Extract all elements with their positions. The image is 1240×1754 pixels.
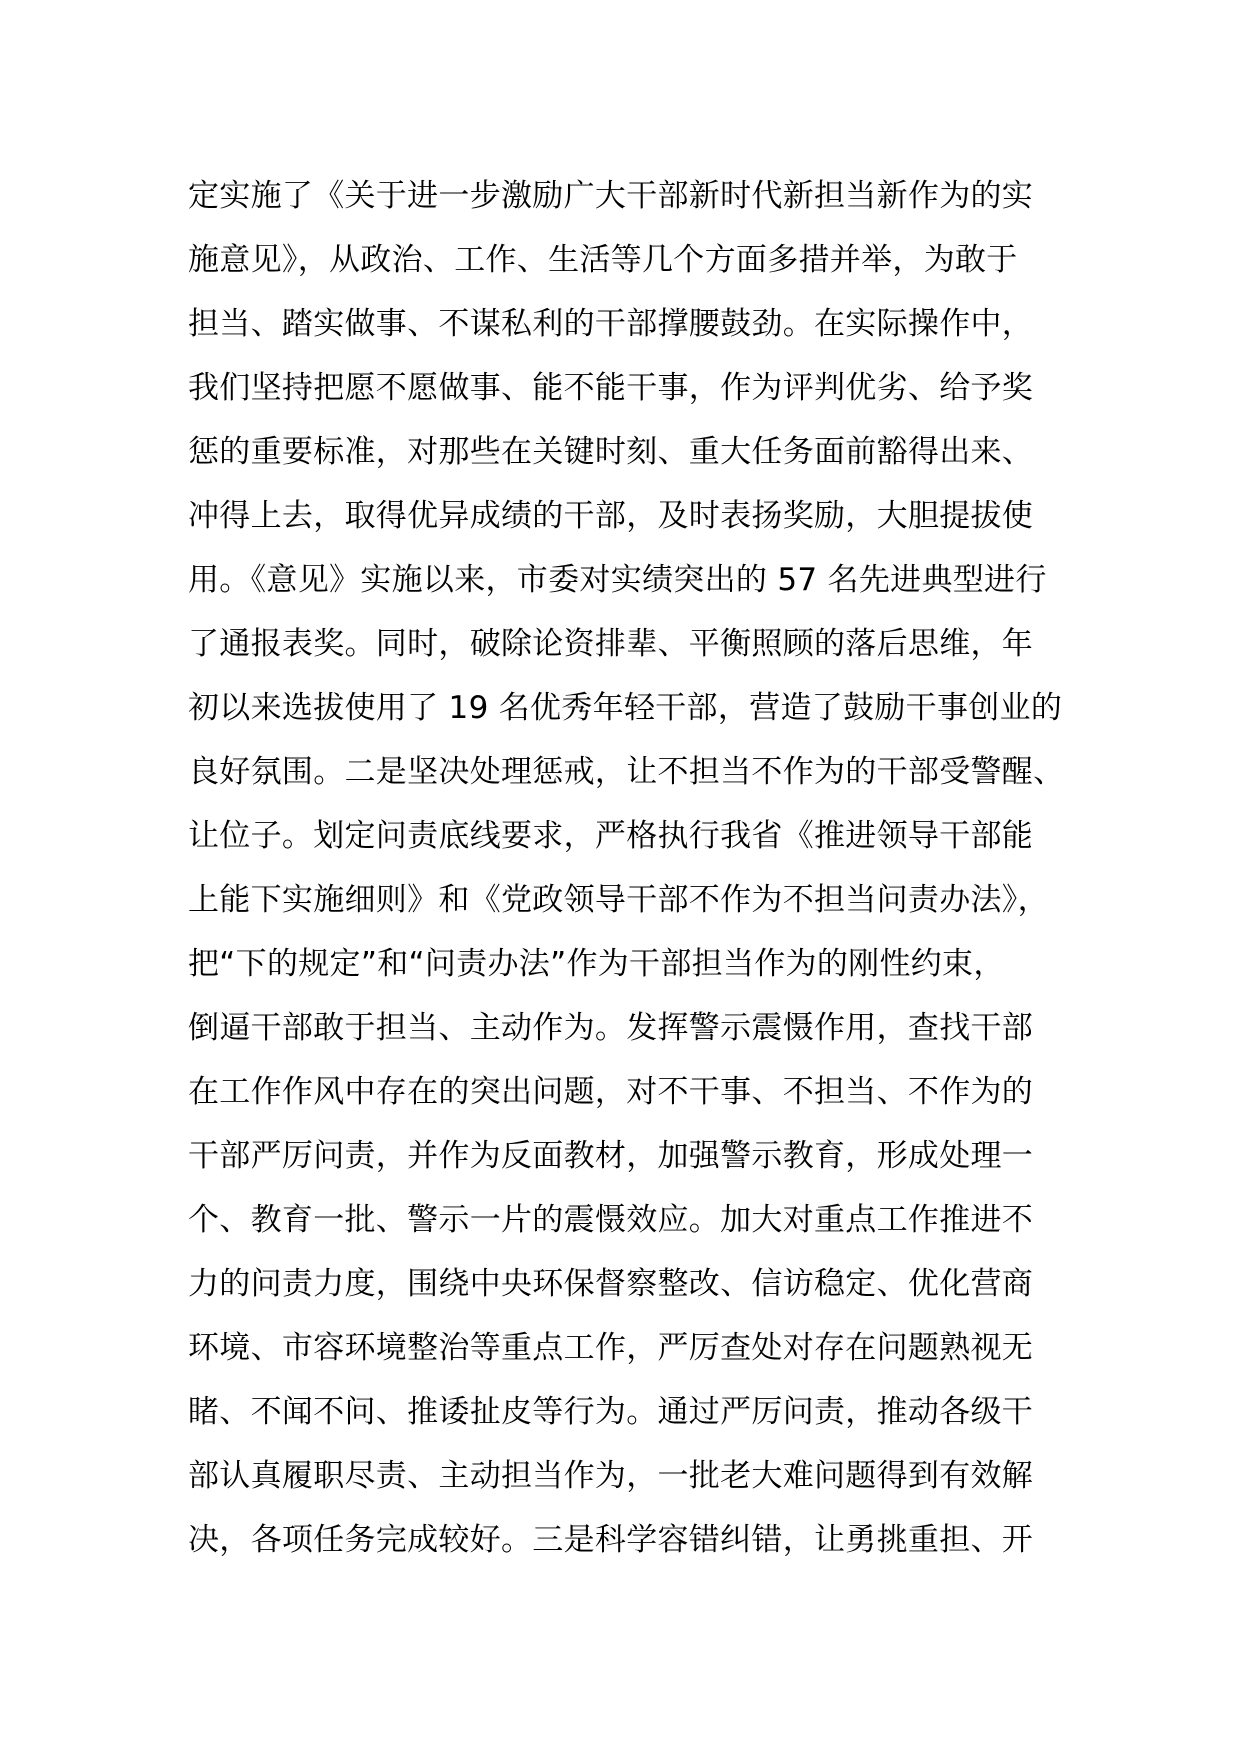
text-line: 上能下实施细则》和《党政领导干部不作为不担当问责办法》， xyxy=(188,882,1049,918)
text-line: 施意见》，从政治、工作、生活等几个方面多措并举，为敢于 xyxy=(188,242,1018,278)
text-line: 干部严厉问责，并作为反面教材，加强警示教育，形成处理一 xyxy=(188,1138,1034,1174)
text-line: 睹、不闻不问、推诿扯皮等行为。通过严厉问责，推动各级干 xyxy=(188,1394,1034,1430)
text-line: 让位子。划定问责底线要求，严格执行我省《推进领导干部能 xyxy=(188,818,1034,854)
text-line: 力的问责力度，围绕中央环保督察整改、信访稳定、优化营商 xyxy=(188,1266,1034,1302)
text-line: 冲得上去，取得优异成绩的干部，及时表扬奖励，大胆提拔使 xyxy=(188,498,1034,534)
text-line: 倒逼干部敢于担当、主动作为。发挥警示震慑作用，查找干部 xyxy=(188,1010,1034,1046)
text-line: 把“下的规定”和“问责办法”作为干部担当作为的刚性约束， xyxy=(188,946,1005,982)
text-line: 环境、市容环境整治等重点工作，严厉查处对存在问题熟视无 xyxy=(188,1330,1034,1366)
text-line: 定实施了《关于进一步激励广大干部新时代新担当新作为的实 xyxy=(188,178,1034,214)
text-line: 用。《意见》实施以来，市委对实绩突出的 57 名先进典型进行 xyxy=(188,562,1047,598)
text-line: 个、教育一批、警示一片的震慑效应。加大对重点工作推进不 xyxy=(188,1202,1034,1238)
text-line: 我们坚持把愿不愿做事、能不能干事，作为评判优劣、给予奖 xyxy=(188,370,1034,406)
text-line: 惩的重要标准，对那些在关键时刻、重大任务面前豁得出来、 xyxy=(188,434,1034,470)
text-line: 初以来选拔使用了 19 名优秀年轻干部，营造了鼓励干事创业的 xyxy=(188,690,1063,726)
text-line: 部认真履职尽责、主动担当作为，一批老大难问题得到有效解 xyxy=(188,1458,1034,1494)
text-line: 在工作作风中存在的突出问题，对不干事、不担当、不作为的 xyxy=(188,1074,1034,1110)
body-text xyxy=(188,164,1068,1572)
text-line: 了通报表奖。同时，破除论资排辈、平衡照顾的落后思维，年 xyxy=(188,626,1034,662)
text-line: 决，各项任务完成较好。三是科学容错纠错，让勇挑重担、开 xyxy=(188,1522,1034,1558)
text-line: 担当、踏实做事、不谋私利的干部撑腰鼓劲。在实际操作中， xyxy=(188,306,1034,342)
text-line: 良好氛围。二是坚决处理惩戒，让不担当不作为的干部受警醒、 xyxy=(188,754,1065,790)
